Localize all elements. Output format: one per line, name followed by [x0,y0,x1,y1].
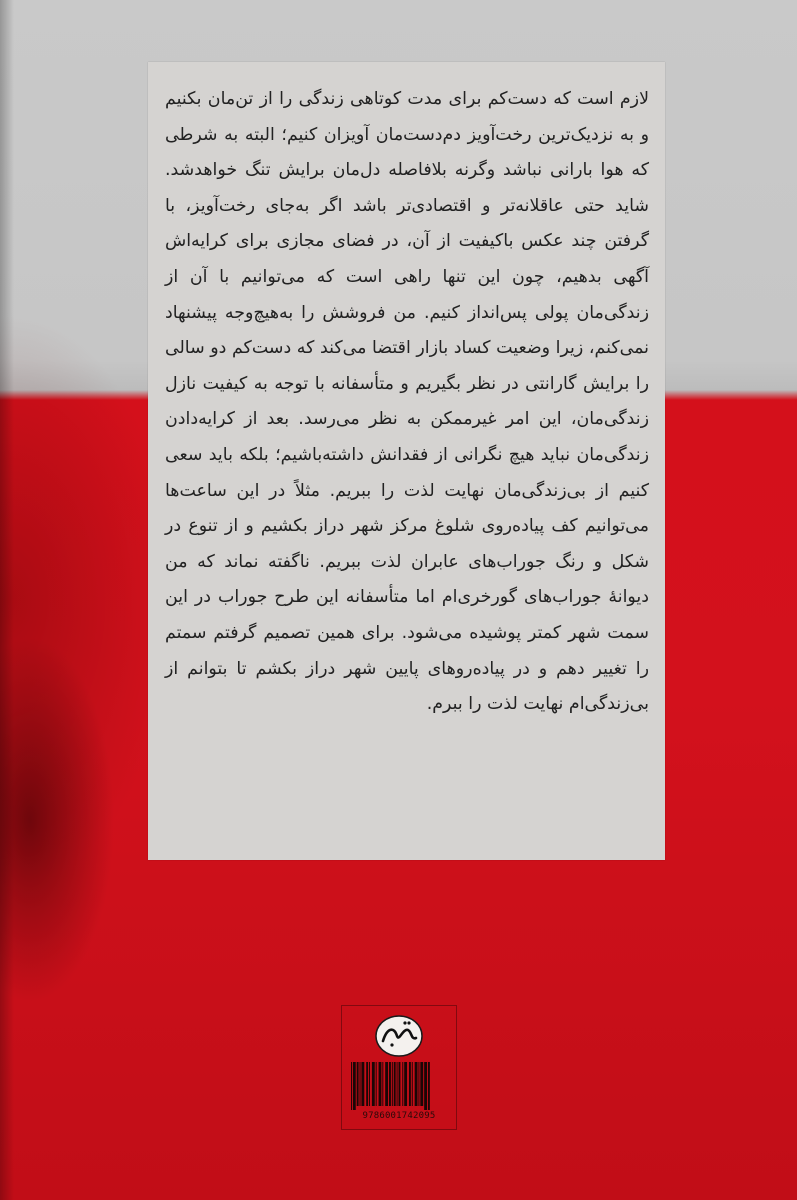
barcode-bar [389,1062,391,1106]
barcode-bar [372,1062,375,1106]
barcode-bar [418,1062,419,1106]
barcode-bar [379,1062,382,1106]
barcode-bar [382,1062,383,1106]
spine-shadow [0,0,14,1200]
barcode-bar [376,1062,377,1106]
barcode-bar [385,1062,388,1106]
barcode [350,1062,448,1110]
barcode-bar [394,1062,396,1106]
barcode-bar [357,1062,359,1106]
barcode-bar [415,1062,418,1106]
isbn-number: 9786001742095 [362,1111,436,1121]
barcode-bar [412,1062,413,1106]
barcode-bar [351,1062,352,1110]
barcode-bar [369,1062,370,1106]
blurb-text: لازم است که دست‌کم برای مدت کوتاهی زندگی را از تن‌مان بکنیم و به نزدیک‌ترین رخت‌آویز دم‌دست‌مان آویزان کنیم؛ البته به شرطی که هوا بارانی نباشد وگرنه بلافاصله دل‌مان برایش تنگ خواهدشد. شاید حتی عاقلانه‌تر و اقتصادی‌تر باشد اگر به‌جای رخت‌آویز، با گرفتن چند عکس باکیفیت از آن، در فضای مجازی برای کرایه‌اش آگهی بدهیم، چون این تنها راهی است که می‌توانیم با آن از زندگی‌مان پولی پس‌انداز کنیم. من فروشش را به‌هیچ‌وجه پیشنهاد نمی‌کنم، زیرا وضعیت کساد بازار اقتضا می‌کند که دست‌کم دو سالی را برایش گارانتی در نظر بگیریم و متأسفانه با توجه به کیفیت نازل زندگی‌مان، این امر غیرممکن به نظر می‌رسد. بعد از کرایه‌دادن زندگی‌مان نباید هیچ نگرانی از فقدانش داشته‌باشیم؛ بلکه باید سعی کنیم از بی‌زندگی‌مان نهایت لذت را ببریم. مثلاً در این ساعت‌ها می‌توانیم کف پیاده‌روی شلوغ مرکز شهر دراز بکشیم و از تنوع در شکل و رنگ جوراب‌های عابران لذت ببریم. ناگفته نماند که من دیوانهٔ جوراب‌های گورخری‌ام اما متأسفانه این طرح جوراب در این سمت شهر کمتر پوشیده می‌شود. برای همین تصمیم گرفتم سمتم را تغییر دهم و در پیاده‌روهای پایین شهر دراز بکشم تا بتوانم از بی‌زندگی‌ام نهایت لذت را ببرم. [165,89,649,715]
barcode-bar [353,1062,356,1110]
barcode-bar [420,1062,423,1106]
publisher-logo [374,1014,424,1058]
barcode-bar [366,1062,368,1106]
barcode-bar [360,1062,361,1106]
barcode-bar [404,1062,407,1106]
blurb-panel [148,62,665,860]
barcode-bar [399,1062,401,1106]
barcode-bar [409,1062,411,1106]
barcode-bar [402,1062,403,1106]
barcode-bar [361,1062,364,1106]
barcode-bar [397,1062,398,1106]
barcode-bar [392,1062,393,1106]
barcode-bar [424,1062,427,1110]
barcode-bar [428,1062,430,1110]
